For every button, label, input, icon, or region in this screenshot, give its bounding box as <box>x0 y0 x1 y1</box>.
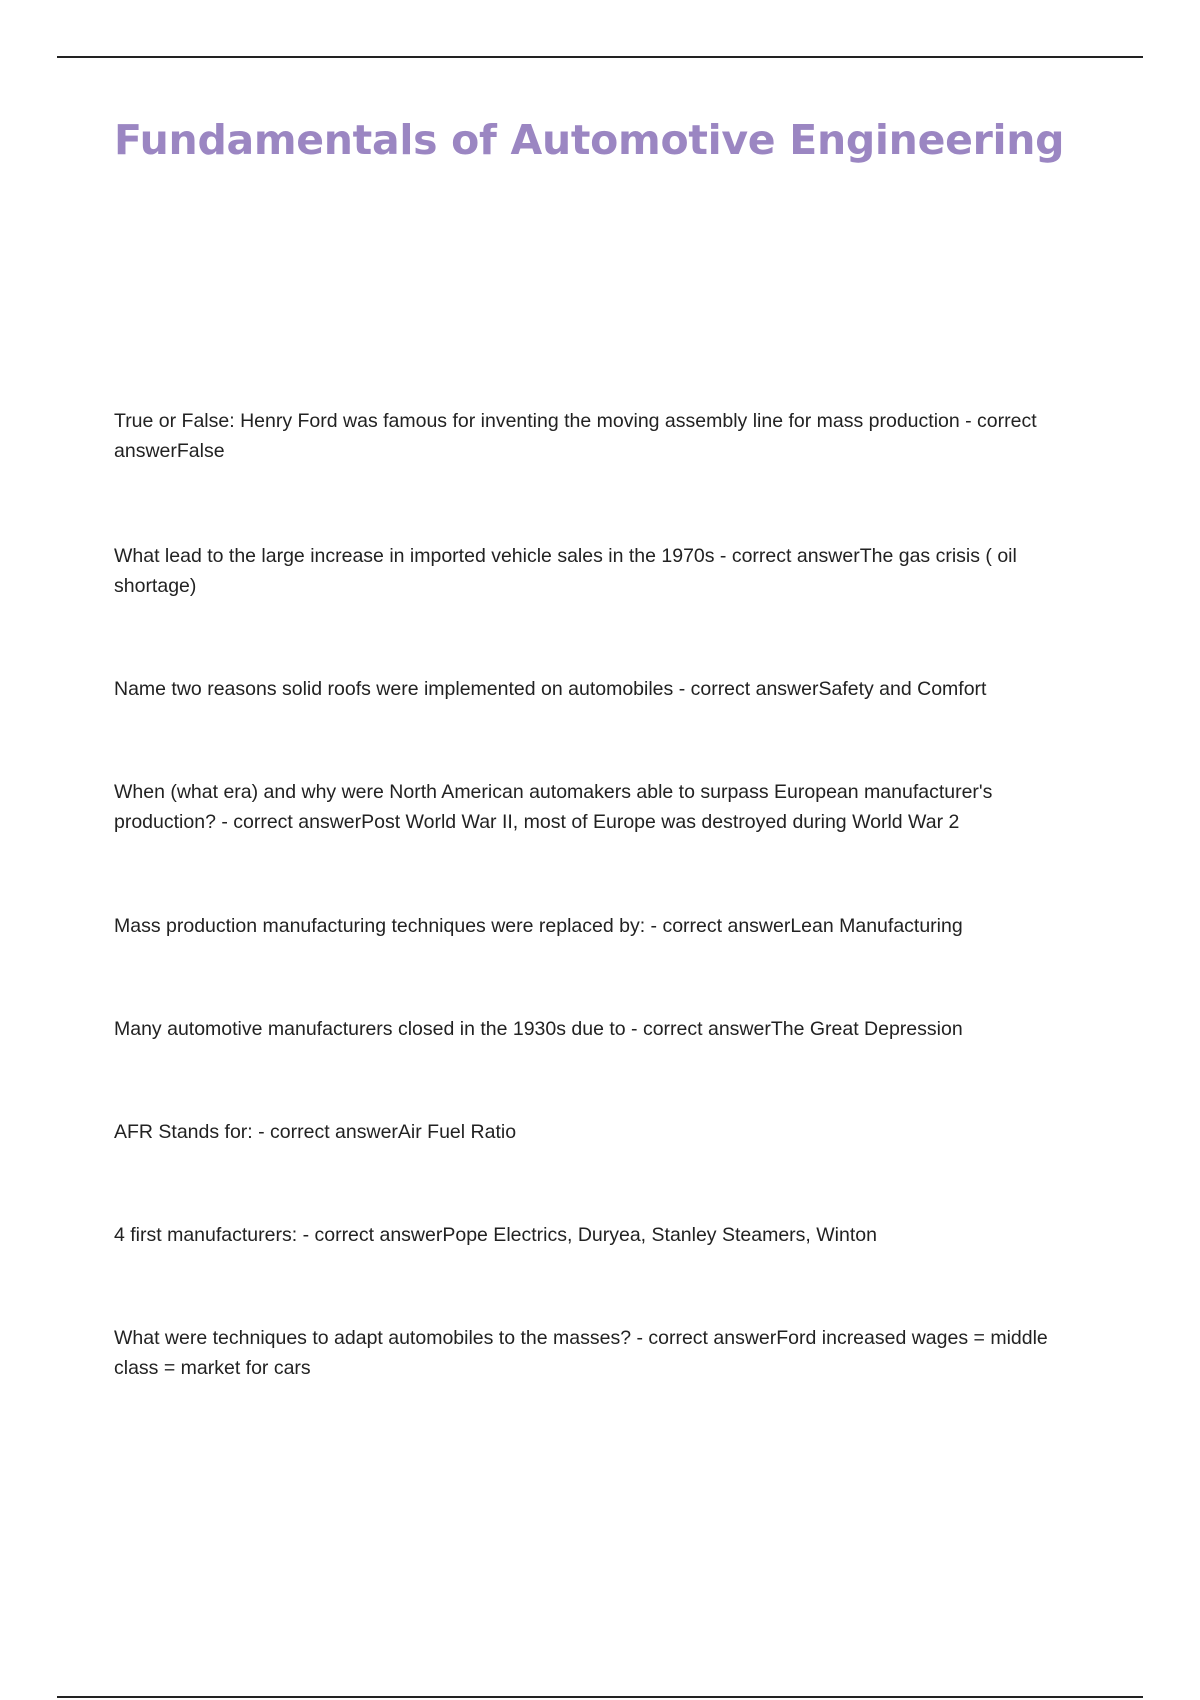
qa-item: What lead to the large increase in imported vehicle sales in the 1970s - correct answerThe gas crisis ( oil shortage) <box>114 545 1017 597</box>
qa-item: Name two reasons solid roofs were implemented on automobiles - correct answerSafety and Comfort <box>114 678 987 700</box>
qa-item: Many automotive manufacturers closed in the 1930s due to - correct answerThe Great Depression <box>114 1018 963 1040</box>
document-title: Fundamentals of Automotive Engineering <box>114 116 1065 164</box>
bottom-rule <box>57 1696 1143 1698</box>
qa-item: Mass production manufacturing techniques were replaced by: - correct answerLean Manufacturing <box>114 915 963 937</box>
qa-item: What were techniques to adapt automobiles to the masses? - correct answerFord increased wages = middle class = market for cars <box>114 1327 1048 1379</box>
qa-item: AFR Stands for: - correct answerAir Fuel Ratio <box>114 1121 517 1143</box>
qa-item: True or False: Henry Ford was famous for inventing the moving assembly line for mass production - correct answerFalse <box>114 410 1037 462</box>
qa-item: 4 first manufacturers: - correct answerPope Electrics, Duryea, Stanley Steamers, Winton <box>114 1224 877 1246</box>
top-rule <box>57 56 1143 58</box>
qa-item: When (what era) and why were North American automakers able to surpass European manufacturer's production? - correct answerPost World War II, most of Europe was destroyed during World War 2 <box>114 781 993 833</box>
